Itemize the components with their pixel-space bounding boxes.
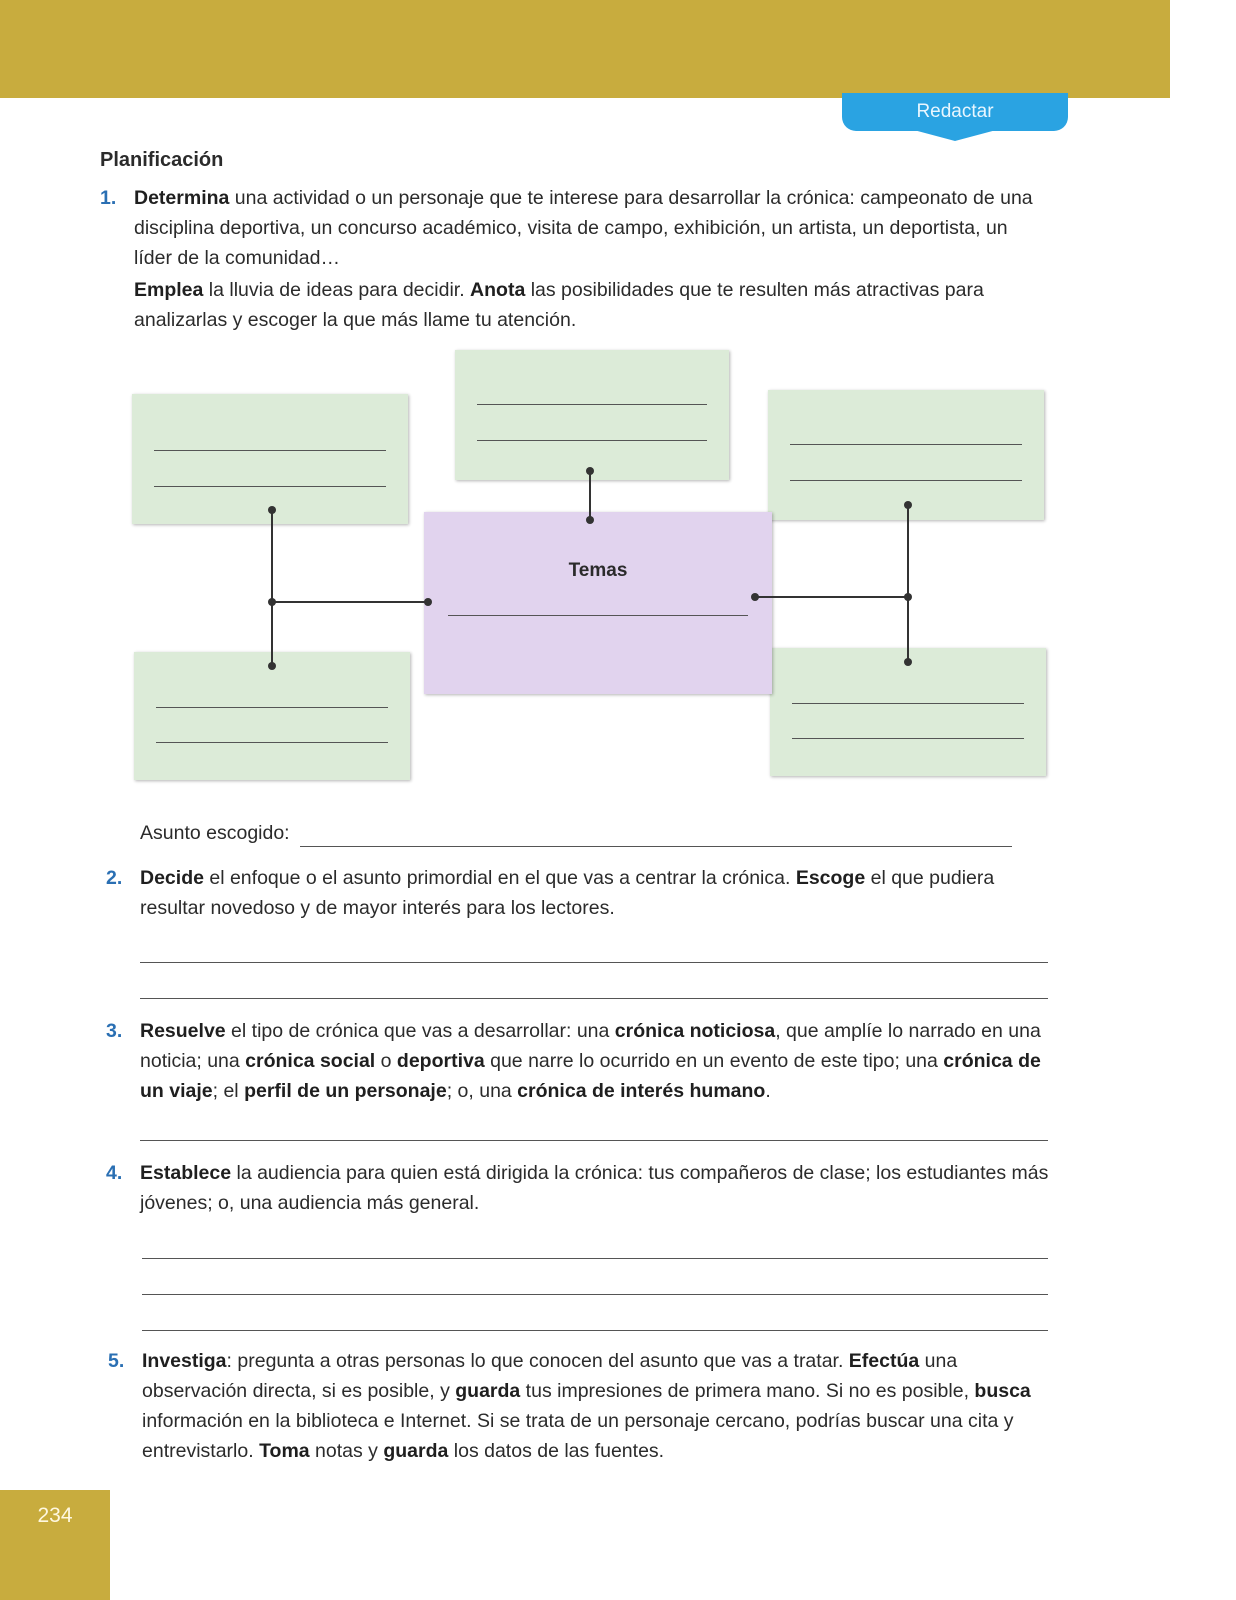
bold-verb: Efectúa [848, 1350, 920, 1372]
item-number: 2. [106, 867, 123, 889]
connector-dot [424, 598, 432, 606]
connector-line [272, 601, 428, 603]
bold-verb: guarda [383, 1440, 449, 1462]
answer-line[interactable] [142, 1294, 1048, 1295]
connector-line [907, 505, 909, 662]
item-1-paragraph-1: Determina una actividad o un personaje que te interese para desarrollar la crónica: campeonato de una disciplina deportiva, un concurso académico, visita de campo, exhibición, un artista, un deportista, un líder de la comunidad… [134, 187, 1033, 269]
connector-dot [904, 658, 912, 666]
bold-verb: crónica social [245, 1050, 376, 1072]
chosen-topic-line[interactable] [300, 846, 1012, 847]
bold-verb: Toma [259, 1440, 310, 1462]
item-number: 4. [106, 1162, 123, 1184]
connector-dot [904, 501, 912, 509]
bold-verb: perfil de un personaje [244, 1080, 447, 1102]
bold-verb: guarda [455, 1380, 521, 1402]
idea-box-top-center[interactable] [455, 350, 729, 480]
item-number: 1. [100, 187, 117, 209]
item-3-paragraph: Resuelve el tipo de crónica que vas a desarrollar: una crónica noticiosa, que amplíe lo narrado en una noticia; una crónica social o deportiva que narre lo ocurrido en un evento de este tipo; una crónica de un viaje; el perfil de un personaje; o, una crónica de interés humano. [140, 1020, 1041, 1102]
section-title: Planificación [100, 149, 224, 171]
idea-box-top-left[interactable] [132, 394, 408, 524]
page-number: 234 [37, 1504, 73, 1527]
bold-verb: Resuelve [140, 1020, 226, 1042]
connector-line [271, 510, 273, 666]
answer-line[interactable] [140, 962, 1048, 963]
connector-dot [904, 593, 912, 601]
bold-verb: busca [974, 1380, 1031, 1402]
bold-verb: crónica de un viaje [140, 1050, 1041, 1102]
connector-line [755, 596, 908, 598]
bold-verb: Determina [134, 187, 230, 209]
bold-verb: deportiva [396, 1050, 485, 1072]
section-tab-label: Redactar [916, 101, 994, 122]
connector-dot [268, 598, 276, 606]
bold-verb: Escoge [795, 867, 866, 889]
bold-verb: Decide [140, 867, 204, 889]
answer-line[interactable] [142, 1258, 1048, 1259]
center-topics-label: Temas [568, 560, 628, 581]
item-5-paragraph: Investiga: pregunta a otras personas lo que conocen del asunto que vas a tratar. Efectúa una observación directa, si es posible, y guarda tus impresiones de primera mano. Si no es posible, busca información en la biblioteca e Internet. Si se trata de un personaje cercano, podrías buscar una cita y entrevistarlo. Toma notas y guarda los datos de las fuentes. [142, 1350, 1031, 1462]
center-topics-box[interactable] [424, 512, 772, 694]
chosen-topic-label: Asunto escogido: [140, 822, 290, 844]
item-4-paragraph: Establece la audiencia para quien está dirigida la crónica: tus compañeros de clase; los estudiantes más jóvenes; o, una audiencia más general. [140, 1162, 1049, 1214]
connector-dot [751, 593, 759, 601]
connector-dot [586, 516, 594, 524]
connector-dot [268, 506, 276, 514]
bold-verb: Emplea [134, 279, 204, 301]
connector-line [589, 470, 591, 520]
item-2-paragraph: Decide el enfoque o el asunto primordial en el que vas a centrar la crónica. Escoge el que pudiera resultar novedoso y de mayor interés para los lectores. [140, 867, 995, 919]
idea-box-bottom-right[interactable] [770, 648, 1046, 776]
connector-dot [586, 467, 594, 475]
connector-dot [268, 662, 276, 670]
bold-verb: Establece [140, 1162, 232, 1184]
answer-line[interactable] [140, 1140, 1048, 1141]
page-number-tab [0, 1490, 110, 1600]
item-1-paragraph-2: Emplea la lluvia de ideas para decidir. Anota las posibilidades que te resulten más atractivas para analizarlas y escoger la que más llame tu atención. [134, 279, 984, 331]
answer-line[interactable] [142, 1330, 1048, 1331]
bold-verb: Anota [470, 279, 526, 301]
idea-box-bottom-left[interactable] [134, 652, 410, 780]
item-number: 3. [106, 1020, 123, 1042]
section-tab [842, 93, 1068, 131]
item-number: 5. [108, 1350, 125, 1372]
bold-verb: crónica de interés humano [517, 1080, 766, 1102]
answer-line[interactable] [140, 998, 1048, 999]
bold-verb: crónica noticiosa [614, 1020, 776, 1042]
header-band [0, 0, 1170, 98]
bold-verb: Investiga [142, 1350, 227, 1372]
